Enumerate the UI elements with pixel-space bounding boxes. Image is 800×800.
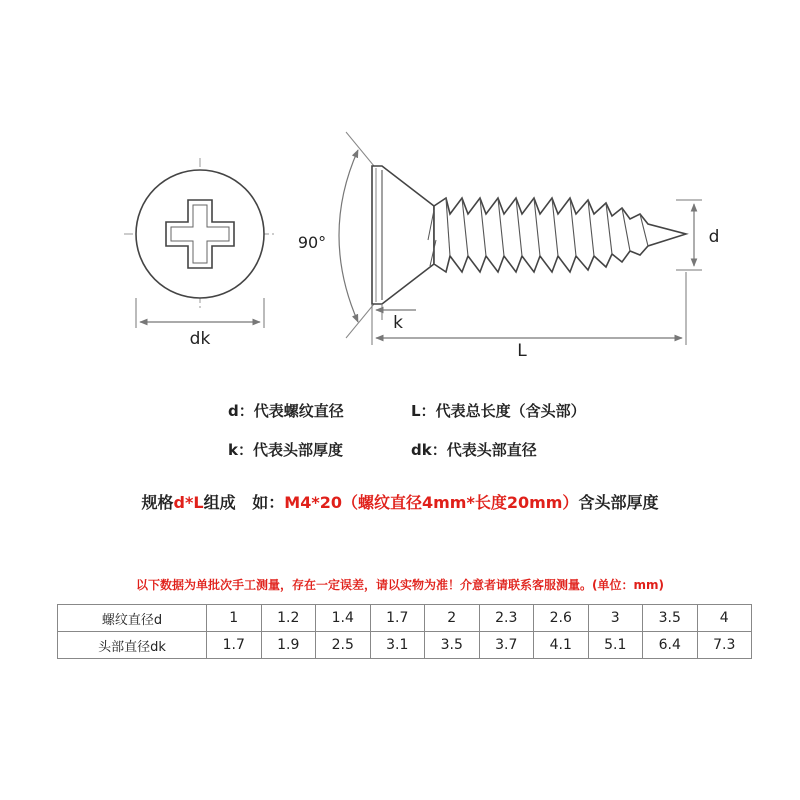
- table-cell: 4: [697, 605, 752, 632]
- screw-diagram: [0, 0, 800, 380]
- legend-text: 代表头部厚度: [252, 441, 343, 459]
- dk-label: dk: [189, 329, 211, 349]
- table-row: [58, 605, 752, 632]
- table-row: [58, 632, 752, 659]
- legend-key: k：: [228, 441, 253, 459]
- L-label: L: [517, 341, 527, 361]
- angle-label: 90°: [297, 233, 327, 252]
- legend-text: 代表头部直径: [446, 441, 537, 459]
- table-cell: 6.4: [643, 632, 698, 659]
- legend-row-2: [0, 439, 800, 469]
- table-cell: 1.2: [261, 605, 316, 632]
- legend-key: dk：: [411, 441, 447, 459]
- legend-text: 代表总长度（含头部）: [435, 402, 586, 420]
- row-header: 螺纹直径d: [58, 605, 207, 632]
- kl-dimensions: [372, 272, 686, 361]
- legend-k: [228, 439, 343, 460]
- spec-prefix: 规格: [141, 493, 174, 512]
- table-cell: 2.6: [534, 605, 589, 632]
- measurement-notice: 以下数据为单批次手工测量，存在一定误差，请以实物为准！介意者请联系客服测量。(单位：mm): [136, 578, 664, 592]
- head-top-view: [124, 158, 276, 310]
- k-label: k: [393, 313, 403, 333]
- spec-mid: 组成 如：: [203, 493, 285, 512]
- table-cell: 2.3: [479, 605, 534, 632]
- spec-suffix: 含头部厚度: [578, 493, 659, 512]
- legend-dk: [411, 439, 537, 460]
- size-table: [57, 604, 752, 659]
- legend-key: L：: [411, 402, 436, 420]
- table-cell: 3: [588, 605, 643, 632]
- table-cell: 2: [425, 605, 480, 632]
- screw-side-view: [372, 166, 686, 304]
- table-cell: 1.9: [261, 632, 316, 659]
- table-cell: 3.7: [479, 632, 534, 659]
- table-cell: 1.4: [316, 605, 371, 632]
- table-cell: 1: [207, 605, 262, 632]
- legend-row-1: [0, 400, 800, 430]
- angle-dimension: [298, 132, 374, 338]
- table-cell: 3.1: [370, 632, 425, 659]
- d-label: d: [708, 227, 720, 247]
- dk-dimension: [136, 298, 264, 349]
- table-cell: 3.5: [425, 632, 480, 659]
- legend-L: [411, 400, 586, 421]
- table-cell: 4.1: [534, 632, 589, 659]
- table-cell: 1.7: [370, 605, 425, 632]
- table-cell: 2.5: [316, 632, 371, 659]
- legend-d: [228, 400, 344, 421]
- row-header: 头部直径dk: [58, 632, 207, 659]
- spec-example: M4*20（螺纹直径4mm*长度20mm）: [284, 493, 579, 512]
- table-cell: 5.1: [588, 632, 643, 659]
- spec-line: [0, 490, 800, 513]
- legend-text: 代表螺纹直径: [253, 402, 344, 420]
- table-cell: 1.7: [207, 632, 262, 659]
- legend-key: d：: [228, 402, 254, 420]
- table-cell: 3.5: [643, 605, 698, 632]
- spec-formula: d*L: [173, 493, 204, 512]
- table-cell: 7.3: [697, 632, 752, 659]
